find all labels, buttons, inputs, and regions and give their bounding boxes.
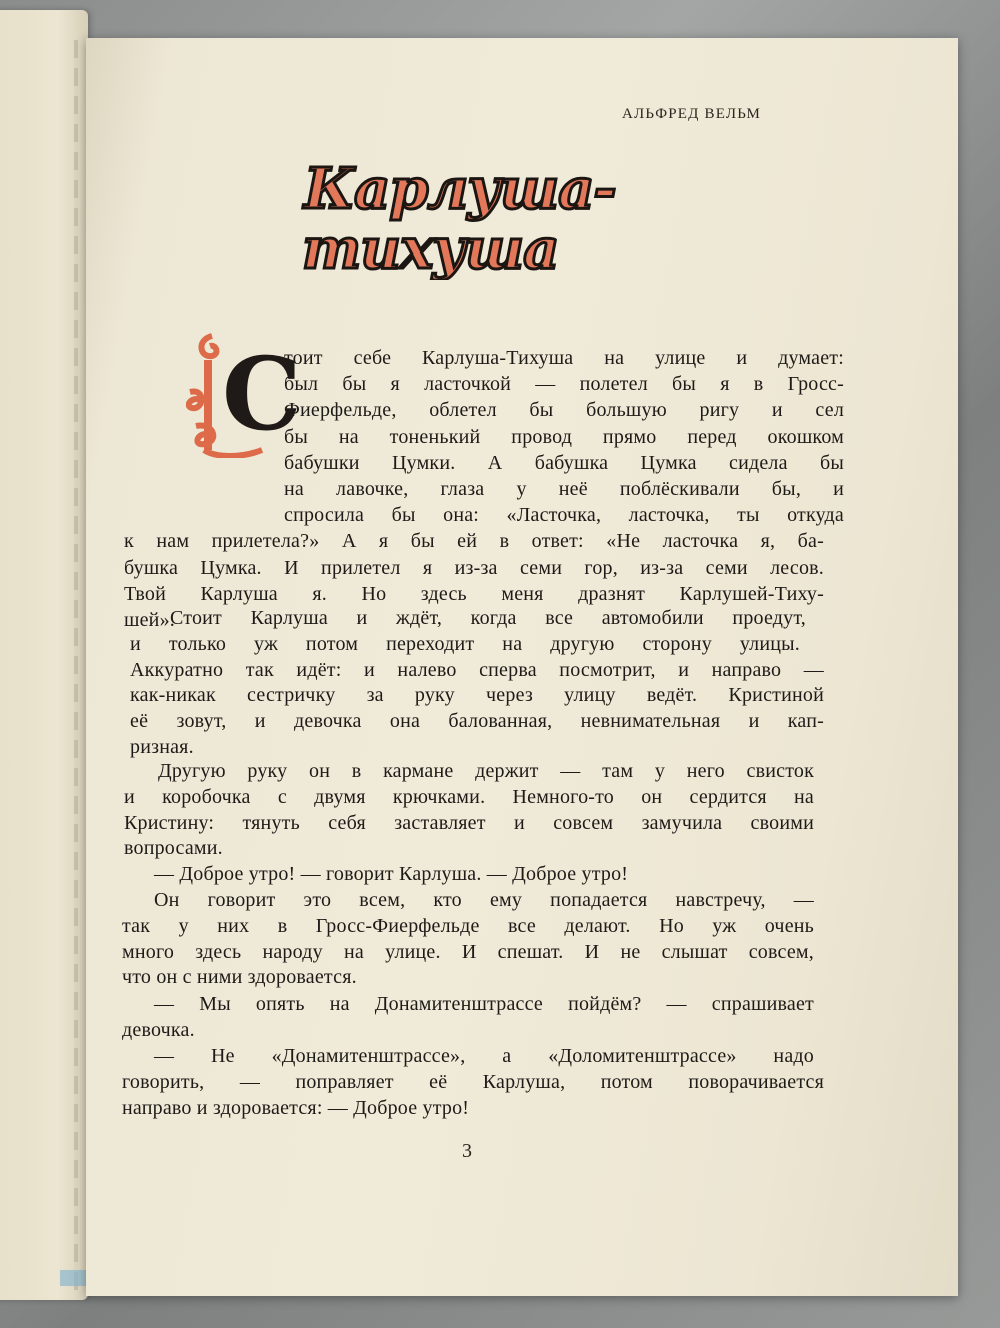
text-line: Стоит Карлуша и ждёт, когда все автомобили проедут, — [170, 607, 806, 629]
text-line: направо и здоровается: — Доброе утро! — [122, 1096, 470, 1119]
text-line: тоит себе Карлуша-Тихуша на улице и думает: — [284, 347, 844, 369]
title-line-2 — [296, 150, 626, 280]
text-line: как-никак сестричку за руку через улицу ведёт. Кристиной — [130, 684, 824, 707]
text-line: к нам прилетела?» А я бы ей в ответ: «Не ласточка я, ба- — [124, 530, 824, 553]
text-line: девочка. — [122, 1018, 195, 1041]
text-line: так у них в Гросс-Фиерфельде все делают. Но уж очень — [122, 914, 814, 937]
page-number: 3 — [462, 1140, 472, 1162]
running-header-author: АЛЬФРЕД ВЕЛЬМ — [622, 106, 762, 122]
text-line: что он с ними здоровается. — [122, 966, 357, 989]
text-line: и только уж потом переходит на другую сторону улицы. — [130, 632, 800, 655]
drop-cap-initial — [186, 330, 302, 458]
text-line: Другую руку он в кармане держит — там у него свисток — [158, 760, 814, 782]
text-line: Аккуратно так идёт: и налево сперва посмотрит, и направо — — [130, 658, 824, 681]
text-line: говорить, — поправляет её Карлуша, потом поворачивается — [122, 1070, 824, 1093]
text-line: ризная. — [130, 736, 194, 758]
text-line: был бы я ласточкой — полетел бы я в Гросс- — [284, 373, 844, 396]
text-line: на лавочке, глаза у неё поблёскивали бы, и — [284, 478, 844, 500]
text-line: бушка Цумка. И прилетел я из-за семи гор, из-за семи лесов. — [124, 556, 824, 579]
book-binding — [74, 40, 78, 1290]
text-line: шей». — [124, 609, 175, 631]
text-line: бы на тоненький провод прямо перед окошком — [284, 425, 844, 448]
text-line: вопросами. — [124, 837, 223, 860]
text-line: спросила бы она: «Ласточка, ласточка, ты откуда — [284, 504, 844, 527]
text-line: много здесь народу на улице. И спешат. И не слышат совсем, — [122, 940, 814, 963]
text-line: Он говорит это всем, кто ему попадается навстречу, — — [154, 889, 814, 911]
text-line: бабушки Цумки. А бабушка Цумка сидела бы — [284, 451, 844, 474]
title-line-2-glyphs: тихуша — [302, 216, 559, 280]
text-line: — Не «Донамитенштрассе», а «Доломитенштрассе» надо — [154, 1045, 814, 1067]
text-line: — Доброе утро! — говорит Карлуша. — Доброе утро! — [154, 863, 629, 885]
text-line: Твой Карлуша я. Но здесь меня дразнят Карлушей-Тиху- — [124, 582, 824, 605]
text-line: — Мы опять на Донамитенштрассе пойдём? — спрашивает — [154, 993, 814, 1015]
text-line: Кристину: тянуть себя заставляет и совсем замучила своими — [124, 811, 814, 834]
text-line: её зовут, и девочка она балованная, невнимательная и кап- — [130, 710, 824, 733]
title-line-1-glyphs: Карлуша- — [304, 156, 616, 222]
chapter-title — [296, 150, 626, 280]
text-line: и коробочка с двумя крючками. Немного-то он сердится на — [124, 785, 814, 808]
drop-cap-letter: С — [222, 335, 302, 453]
text-line: Фиерфельде, облетел бы большую ригу и сел — [284, 399, 844, 422]
